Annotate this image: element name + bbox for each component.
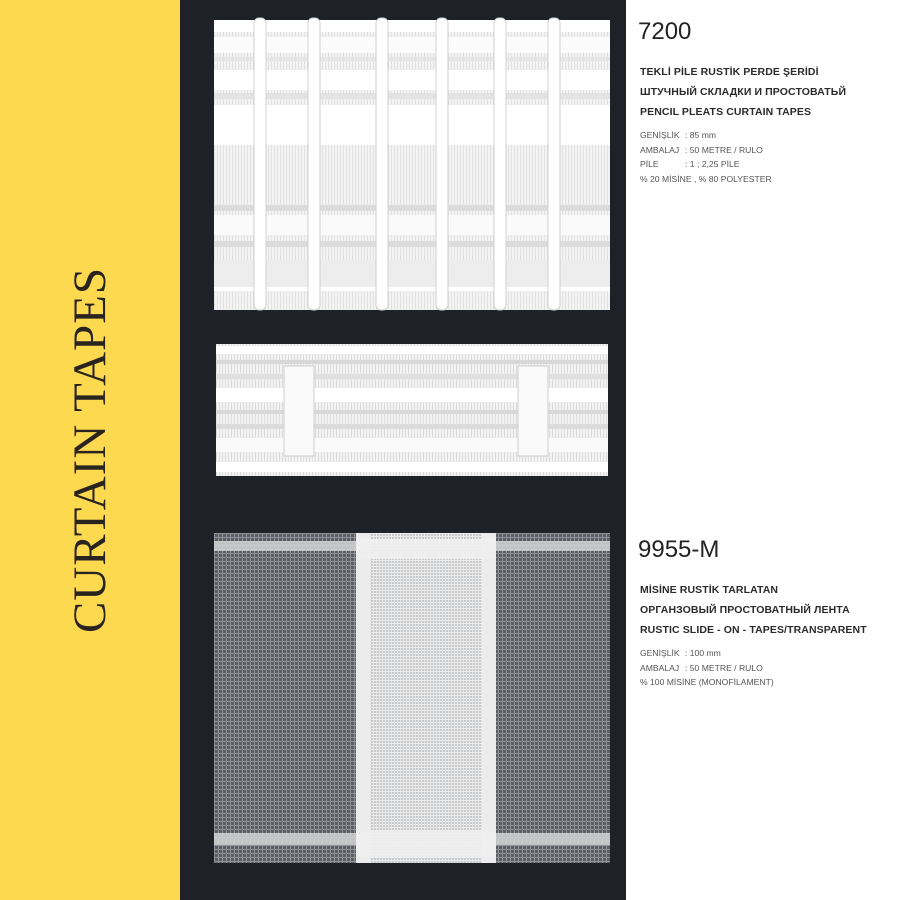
spec-key: % 100 MİSİNE (MONOFİLAMENT) xyxy=(640,677,774,687)
spec-row xyxy=(640,157,772,172)
spec-row xyxy=(640,172,772,187)
product-name-en: PENCIL PLEATS CURTAIN TAPES xyxy=(640,106,812,118)
product-name-tr: TEKLİ PİLE RUSTİK PERDE ŞERİDİ xyxy=(640,66,819,78)
spec-row xyxy=(640,646,774,661)
spec-key: GENİŞLİK xyxy=(640,648,680,658)
transparent-tape-image xyxy=(214,533,610,863)
spec-row xyxy=(640,143,772,158)
tape-strip-image xyxy=(216,344,608,476)
spec-row xyxy=(640,661,774,676)
product-specs xyxy=(640,646,774,690)
product-code: 9955-M xyxy=(638,536,720,563)
product-code: 7200 xyxy=(638,18,692,45)
spec-key: AMBALAJ xyxy=(640,662,680,673)
spec-value: : 50 METRE / RULO xyxy=(685,662,763,673)
product-name-ru: ОРГАНЗОВЫЙ ПРОСТОВАТНЫЙ ЛЕНТА xyxy=(640,604,850,616)
spec-value: : 100 mm xyxy=(685,648,721,658)
spec-row xyxy=(640,675,774,690)
product-name-ru: ШТУЧНЫЙ СКЛАДКИ И ПРОСТОВАТЬЙ xyxy=(640,86,847,98)
spec-key: % 20 MİSİNE , % 80 POLYESTER xyxy=(640,173,772,184)
product-name-en: RUSTIC SLIDE - ON - TAPES/TRANSPARENT xyxy=(640,624,867,636)
sidebar xyxy=(0,0,180,900)
spec-value: : 50 METRE / RULO xyxy=(685,144,763,155)
pleated-tape-image xyxy=(214,15,610,315)
spec-value: : 85 mm xyxy=(685,130,717,140)
spec-row xyxy=(640,128,772,143)
product-name-tr: MİSİNE RUSTİK TARLATAN xyxy=(640,584,779,596)
spec-key: PİLE xyxy=(640,159,659,169)
catalog-title: CURTAIN TAPES xyxy=(64,266,116,634)
product-specs xyxy=(640,128,772,186)
spec-key: GENİŞLİK xyxy=(640,130,680,140)
product-names xyxy=(640,62,846,122)
product-names xyxy=(640,580,867,640)
spec-value: : 1 ; 2,25 PİLE xyxy=(685,159,740,169)
spec-key: AMBALAJ xyxy=(640,144,680,155)
